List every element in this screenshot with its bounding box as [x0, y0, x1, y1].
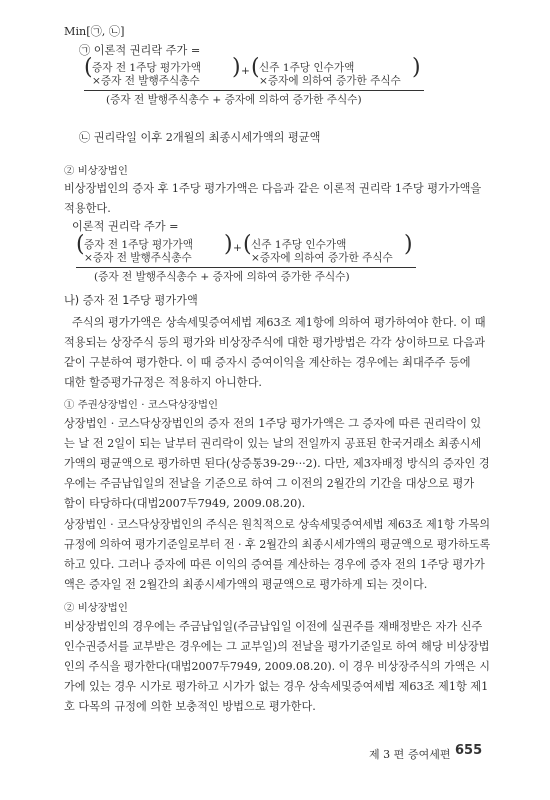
- formula-2-num-right-2: ×증자에 의하여 증가한 주식수: [251, 252, 393, 264]
- paragraph-line: 상장법인 · 코스닥상장법인의 증자 전의 1주당 평가가액은 그 증자에 따른 권리락이 있: [64, 417, 482, 430]
- formula-1-num-right-2: ×증자에 의하여 증가한 주식수: [259, 75, 401, 87]
- section-heading-listed: ① 주권상장법인 · 코스닥상장법인: [64, 399, 219, 411]
- theoretical-price-label-a: ㉠ 이론적 권리락 주가 =: [79, 44, 201, 57]
- paren-open: (: [251, 55, 260, 80]
- paragraph-line: 호 다목의 규정에 의한 보충적인 방법으로 평가한다.: [64, 700, 316, 713]
- paren-close: ): [412, 55, 421, 80]
- min-expression: Min[㉠, ㉡]: [64, 25, 125, 38]
- paren-close: ): [224, 232, 233, 257]
- paren-close: ): [232, 55, 241, 80]
- formula-1-plus: +: [241, 65, 250, 77]
- paragraph-line: 규정에 의하여 평가기준일로부터 전 · 후 2월간의 최종시세가액의 평균액으로 평가하도록: [64, 538, 491, 551]
- formula-2-num-left-2: ×증자 전 발행주식총수: [84, 252, 192, 264]
- paragraph-line: 적용한다.: [64, 202, 111, 215]
- formula-1: [84, 55, 424, 120]
- paragraph-line: 상장법인 · 코스닥상장법인의 주식은 원칙적으로 상속세및증여세법 제63조 제1항 가목의: [64, 518, 491, 531]
- paragraph-line: 주식의 평가가액은 상속세및증여세법 제63조 제1항에 의하여 평가하여야 한다. 이 때: [72, 316, 486, 329]
- paragraph-line: 비상장법인의 증자 후 1주당 평가가액은 다음과 같은 이론적 권리락 1주당 평가가액을: [64, 182, 482, 195]
- paragraph-line: 인수권증서를 교부받은 경우에는 그 교부일)의 전날을 평가기준일로 하여 해당 비상장법: [64, 640, 490, 653]
- paragraph-line: 액은 증자일 전 2월간의 최종시세가액의 평균액으로 평가하게 되는 것이다.: [64, 578, 428, 591]
- section-heading-unlisted: ② 비상장법인: [64, 165, 128, 177]
- paragraph-line: 적용되는 상장주식 등의 평가와 비상장주식에 대한 평가방법은 각각 상이하므로 다음과: [64, 336, 486, 349]
- paren-open: (: [84, 55, 93, 80]
- formula-1-num-left-1: 증자 전 1주당 평가가액: [92, 62, 201, 74]
- paragraph-line: 함이 타당하다(대법2007두7949, 2009.08.20).: [64, 497, 306, 510]
- fraction-line: [84, 90, 424, 91]
- formula-2-denominator: (증자 전 발행주식총수 + 증자에 의하여 증가한 주식수): [94, 271, 350, 283]
- paragraph-line: 같이 구분하여 평가한다. 이 때 증자시 증여이익을 계산하는 경우에는 최대주주 등에: [64, 356, 471, 369]
- paragraph-line: 는 날 전 2일이 되는 날부터 권리락이 있는 날의 전일까지 공표된 한국거래소 최종시세: [64, 437, 482, 450]
- paren-open: (: [243, 232, 252, 257]
- average-price-item-b: ㉡ 권리락일 이후 2개월의 최종시세가액의 평균액: [79, 131, 321, 144]
- theoretical-price-label: 이론적 권리락 주가 =: [72, 220, 179, 233]
- section-heading-pre-valuation: 나) 증자 전 1주당 평가가액: [64, 294, 198, 307]
- section-heading-unlisted-2: ② 비상장법인: [64, 602, 128, 614]
- formula-1-num-left-2: ×증자 전 발행주식총수: [92, 75, 200, 87]
- formula-1-num-right-1: 신주 1주당 인수가액: [259, 62, 355, 74]
- formula-2-plus: +: [233, 242, 242, 254]
- paren-open: (: [76, 232, 85, 257]
- formula-2-num-right-1: 신주 1주당 인수가액: [251, 239, 347, 251]
- footer-part: 제 3 편: [369, 748, 405, 761]
- formula-2-num-left-1: 증자 전 1주당 평가가액: [84, 239, 193, 251]
- formula-1-denominator: (증자 전 발행주식총수 + 증자에 의하여 증가한 주식수): [106, 94, 362, 106]
- paragraph-line: 대한 할증평가규정은 적용하지 아니한다.: [64, 376, 262, 389]
- paragraph-line: 우에는 주금납입일의 전날을 기준으로 하여 그 이전의 2월간의 기간을 대상으로 평가: [64, 477, 475, 490]
- paren-close: ): [404, 232, 413, 257]
- fraction-line: [76, 267, 416, 268]
- paragraph-line: 인의 주식을 평가한다(대법2007두7949, 2009.08.20). 이 경우 비상장주식의 가액은 시: [64, 660, 490, 673]
- paragraph-line: 가에 있는 경우 시가로 평가하고 시가가 없는 경우 상속세및증여세법 제63조 제1항 제1: [64, 680, 489, 693]
- formula-2: [76, 232, 416, 297]
- paragraph-line: 하고 있다. 그러나 증자에 따른 이익의 증여를 계산하는 경우에 증자 전의 1주당 평가가: [64, 558, 485, 571]
- footer-section: 증여세편: [408, 748, 451, 761]
- paragraph-line: 가액의 평균액으로 평가하면 된다(상증통39-29···2). 다만, 제3자배정 방식의 증자인 경: [64, 457, 490, 470]
- page-number: 655: [455, 743, 483, 758]
- paragraph-line: 비상장법인의 경우에는 주금납입일(주금납입일 이전에 실권주를 재배정받은 자가 신주: [64, 620, 483, 633]
